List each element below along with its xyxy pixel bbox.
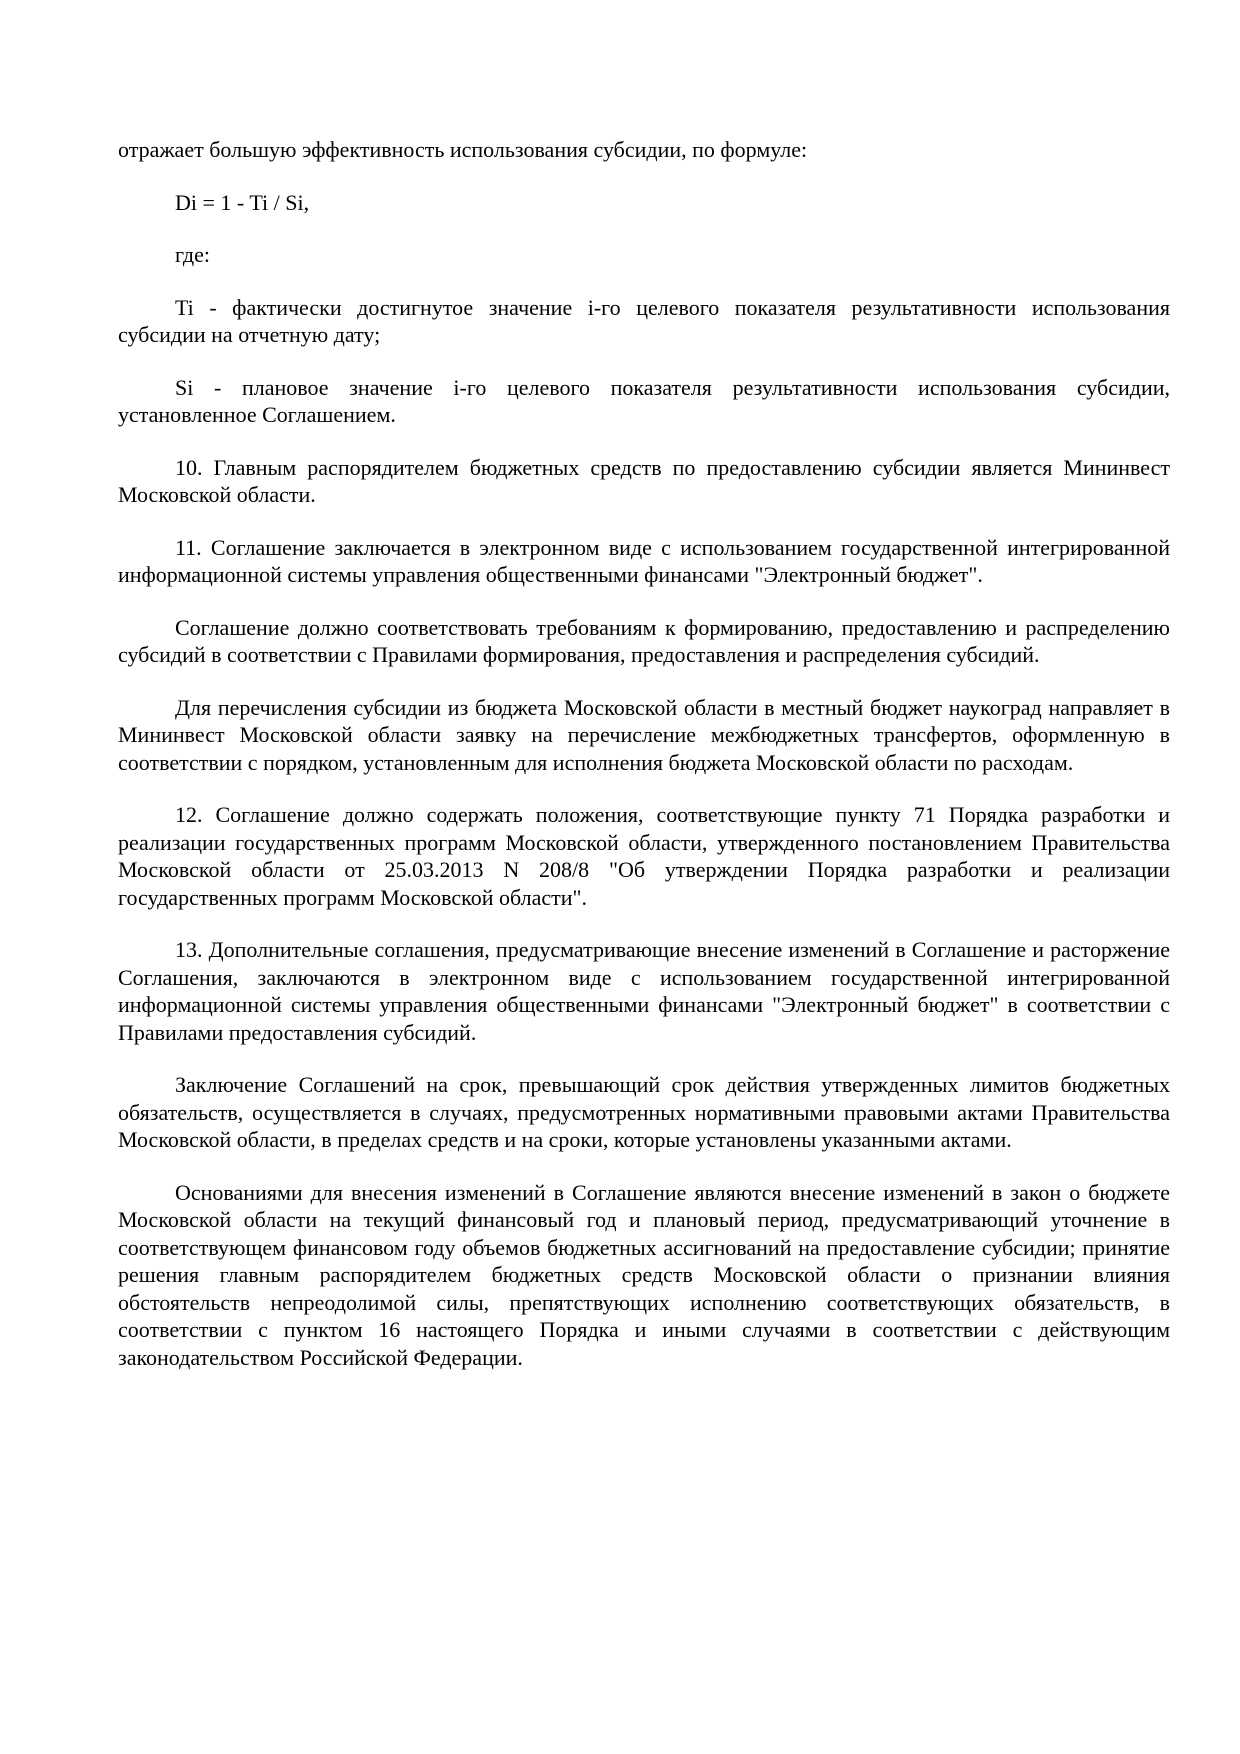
paragraph-where: где: <box>175 242 210 267</box>
paragraph-item-10: 10. Главным распорядителем бюджетных средств по предоставлению субсидии является Мининвест Московской области. <box>118 454 1170 507</box>
paragraph-si-definition: Si - плановое значение i-го целевого показателя результативности использования субсидии, установленное Соглашением. <box>118 374 1170 427</box>
paragraph-ti-definition: Ti - фактически достигнутое значение i-го целевого показателя результативности использования субсидии на отчетную дату; <box>118 294 1170 347</box>
paragraph-transfer-request: Для перечисления субсидии из бюджета Московской области в местный бюджет наукоград направляет в Мининвест Московской области заявку на перечисление межбюджетных трансфертов, оформленную в соответствии с порядком, установленным для исполнения бюджета Московской области по расходам. <box>118 694 1170 775</box>
paragraph-item-12: 12. Соглашение должно содержать положения, соответствующие пункту 71 Порядка разработки и реализации государственных программ Московской области, утвержденного постановлением Правительства Московской области от 25.03.2013 N 208/8 "Об утверждении Порядка разработки и реализации государственных программ Московской области". <box>118 802 1170 910</box>
paragraph-item-11: 11. Соглашение заключается в электронном виде с использованием государственной интегрированной информационной системы управления общественными финансами "Электронный бюджет". <box>118 534 1170 587</box>
formula-di: Di = 1 - Ti / Si, <box>175 189 310 215</box>
paragraph-item-13: 13. Дополнительные соглашения, предусматривающие внесение изменений в Соглашение и расторжение Соглашения, заключаются в электронном виде с использованием государственной интегрированной информационной системы управления общественными финансами "Электронный бюджет" в соответствии с Правилами предоставления субсидий. <box>118 937 1170 1045</box>
paragraph-amendment-grounds: Основаниями для внесения изменений в Соглашение являются внесение изменений в закон о бюджете Московской области на текущий финансовый год и плановый период, предусматривающий уточнение в соответствующем финансовом году объемов бюджетных ассигнований на предоставление субсидии; принятие решения главным распорядителем бюджетных средств Московской области о признании влияния обстоятельств непреодолимой силы, препятствующих исполнению соответствующих обязательств, в соответствии с пунктом 16 настоящего Порядка и иными случаями в соответствии с действующим законодательством Российской Федерации. <box>118 1179 1170 1370</box>
paragraph-agreement-requirements: Соглашение должно соответствовать требованиям к формированию, предоставлению и распределению субсидий в соответствии с Правилами формирования, предоставления и распределения субсидий. <box>118 614 1170 667</box>
document-page <box>118 136 1170 1371</box>
paragraph-formula-intro: отражает большую эффективность использования субсидии, по формуле: <box>118 137 808 162</box>
paragraph-agreement-term: Заключение Соглашений на срок, превышающий срок действия утвержденных лимитов бюджетных обязательств, осуществляется в случаях, предусмотренных нормативными правовыми актами Правительства Московской области, в пределах средств и на сроки, которые установлены указанными актами. <box>118 1072 1170 1152</box>
